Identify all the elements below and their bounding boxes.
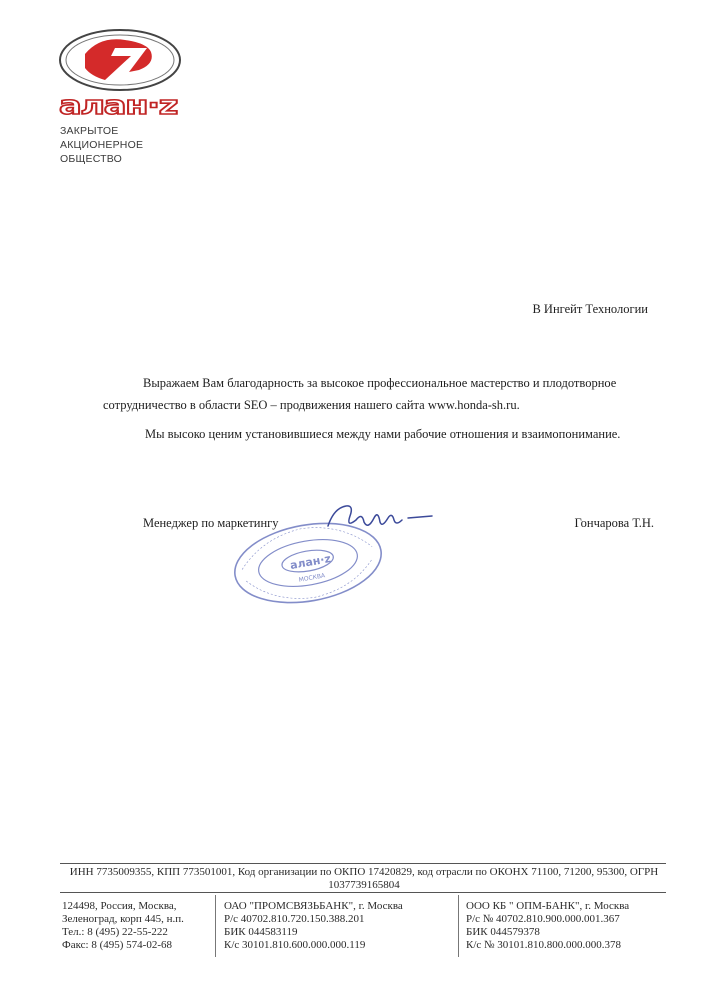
- stamp-city-text: МОСКВА: [298, 572, 326, 584]
- company-type-line: ЗАКРЫТОЕ: [60, 125, 119, 137]
- letter-paragraph: Мы высоко ценим установившиеся между нами рабочие отношения и взаимопонимание.: [145, 427, 621, 441]
- letter-paragraph: сотрудничество в области SEO – продвижения нашего сайта www.honda-sh.ru.: [103, 398, 520, 412]
- footer-address: [62, 900, 210, 952]
- footer-line: БИК 044583119: [224, 926, 298, 938]
- stamp-logo-text: алан·z: [289, 552, 332, 573]
- logo-wordmark: алан·z: [59, 91, 177, 121]
- footer-line: ОАО "ПРОМСВЯЗЬБАНК", г. Москва: [224, 900, 403, 912]
- footer-registration: ИНН 7735009355, КПП 773501001, Код организации по ОКПО 17420829, код отрасли по ОКОНХ 71100, 71200, 95300, ОГРН 1037739165804: [69, 866, 659, 891]
- footer-line: К/с № 30101.810.800.000.000.378: [466, 939, 622, 951]
- footer-divider: [60, 863, 666, 864]
- company-logo: [55, 24, 185, 124]
- handwritten-signature: [320, 498, 440, 538]
- letter-paragraph: Выражаем Вам благодарность за высокое профессиональное мастерство и плодотворное: [143, 376, 617, 390]
- signer-role: Менеджер по маркетингу: [143, 516, 279, 530]
- footer-line: Факс: 8 (495) 574-02-68: [62, 939, 172, 951]
- footer-line: 124498, Россия, Москва,: [62, 900, 177, 912]
- footer-line: Тел.: 8 (495) 22-55-222: [62, 926, 168, 938]
- footer-column-divider: [458, 895, 459, 957]
- footer-line: Зеленоград, корп 445, н.п.: [62, 913, 184, 925]
- company-type: [60, 124, 143, 166]
- footer-column-divider: [215, 895, 216, 957]
- addressee: В Ингейт Технологии: [532, 302, 648, 316]
- footer-line: К/с 30101.810.600.000.000.119: [224, 939, 366, 951]
- footer-divider: [60, 892, 666, 893]
- company-type-line: АКЦИОНЕРНОЕ: [60, 139, 144, 151]
- signer-name: Гончарова Т.Н.: [574, 516, 654, 530]
- footer-line: ООО КБ " ОПМ-БАНК", г. Москва: [466, 900, 630, 912]
- footer-bank-2: [466, 900, 666, 952]
- footer-bank-1: [224, 900, 450, 952]
- footer-line: Р/с № 40702.810.900.000.001.367: [466, 913, 620, 925]
- footer-line: Р/с 40702.810.720.150.388.201: [224, 913, 365, 925]
- company-type-line: ОБЩЕСТВО: [60, 153, 122, 165]
- footer-line: БИК 044579378: [466, 926, 540, 938]
